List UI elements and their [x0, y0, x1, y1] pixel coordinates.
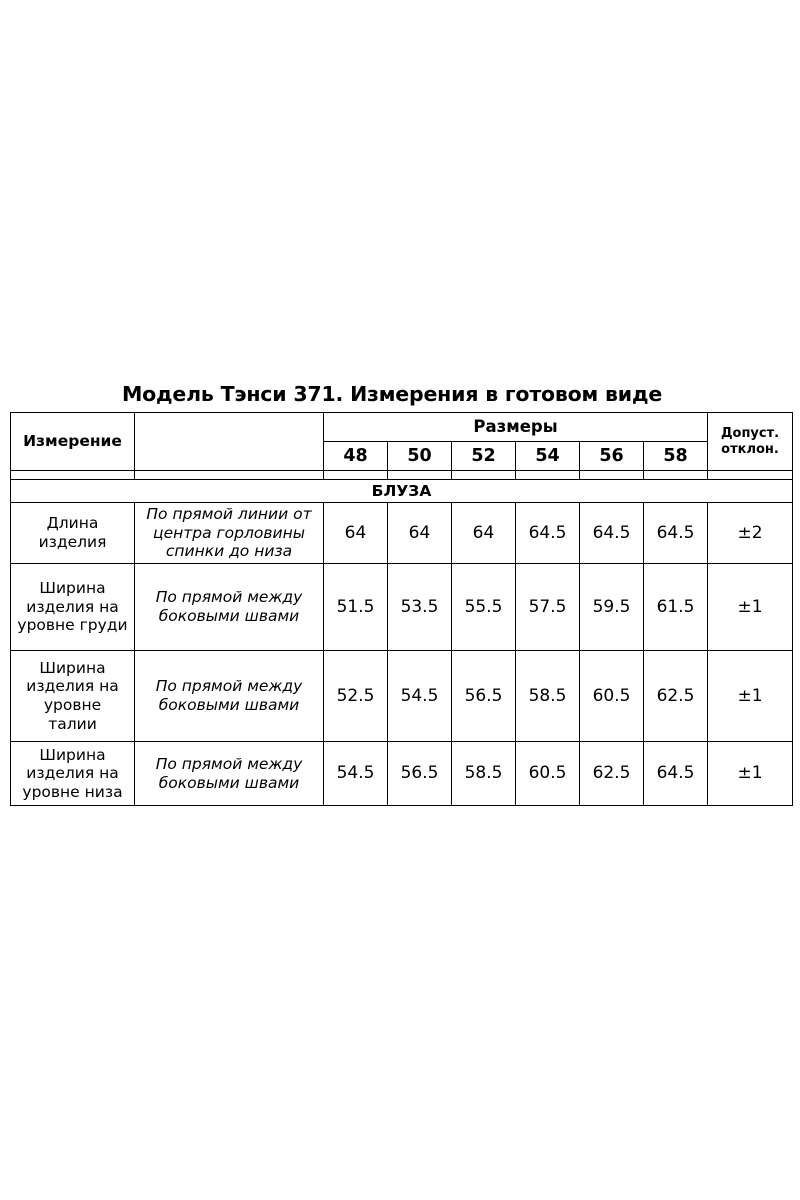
tolerance-cell: ±1 — [708, 651, 793, 742]
value-cell: 62.5 — [644, 651, 708, 742]
measurement-name — [11, 503, 135, 564]
spacer-cell — [580, 471, 644, 480]
value-cell: 56.5 — [388, 742, 452, 806]
section-title: БЛУЗА — [11, 480, 793, 503]
value-cell: 55.5 — [452, 564, 516, 651]
value-cell: 64.5 — [516, 503, 580, 564]
spacer-cell — [11, 471, 135, 480]
measurement-description — [135, 742, 324, 806]
header-tolerance-line: Допуст. — [720, 425, 780, 441]
table-row — [11, 503, 793, 564]
size-header-cell: 48 — [324, 442, 388, 471]
header-tolerance-line: отклон. — [721, 441, 779, 457]
description-line: По прямой между — [155, 677, 303, 696]
name-line: изделия на — [26, 597, 119, 616]
document-title: Модель Тэнси 371. Измерения в готовом виде — [121, 382, 663, 406]
description-line: По прямой между — [155, 754, 303, 773]
description-line: По прямой между — [155, 588, 303, 607]
spacer-cell — [708, 471, 793, 480]
table-row — [11, 651, 793, 742]
value-cell: 51.5 — [324, 564, 388, 651]
value-cell: 58.5 — [452, 742, 516, 806]
spacer-cell — [388, 471, 452, 480]
measurements-table — [10, 412, 793, 806]
value-cell: 64 — [324, 503, 388, 564]
table-row — [11, 742, 793, 806]
name-line: талии — [48, 714, 97, 733]
header-description-blank — [135, 413, 324, 471]
value-cell: 64.5 — [644, 742, 708, 806]
value-cell: 64 — [388, 503, 452, 564]
size-header-cell: 58 — [644, 442, 708, 471]
name-line: уровне низа — [22, 782, 123, 801]
measurement-name — [11, 742, 135, 806]
value-cell: 59.5 — [580, 564, 644, 651]
description-line: центра горловины — [153, 523, 305, 542]
value-cell: 64 — [452, 503, 516, 564]
value-cell: 64.5 — [644, 503, 708, 564]
name-line: Ширина — [39, 658, 106, 677]
name-line: Ширина — [39, 745, 106, 764]
value-cell: 60.5 — [580, 651, 644, 742]
value-cell: 64.5 — [580, 503, 644, 564]
value-cell: 56.5 — [452, 651, 516, 742]
description-line: По прямой линии от — [146, 505, 312, 524]
name-line: изделия на — [26, 677, 119, 696]
value-cell: 62.5 — [580, 742, 644, 806]
measurement-description — [135, 564, 324, 651]
description-line: боковыми швами — [158, 696, 300, 714]
header-measurement: Измерение — [11, 413, 135, 471]
tolerance-cell: ±1 — [708, 742, 793, 806]
measurement-name — [11, 564, 135, 651]
value-cell: 54.5 — [388, 651, 452, 742]
measurement-description — [135, 651, 324, 742]
spacer-cell — [516, 471, 580, 480]
spacer-cell — [452, 471, 516, 480]
description-line: спинки до низа — [165, 542, 293, 561]
size-header-cell: 52 — [452, 442, 516, 471]
description-line: боковыми швами — [158, 773, 300, 792]
header-tolerance — [708, 413, 793, 471]
name-line: уровне груди — [17, 616, 128, 635]
tolerance-cell: ±1 — [708, 564, 793, 651]
name-line: изделия — [38, 533, 107, 551]
tolerance-cell: ±2 — [708, 503, 793, 564]
spacer-cell — [324, 471, 388, 480]
description-line: боковыми швами — [158, 607, 300, 625]
value-cell: 52.5 — [324, 651, 388, 742]
value-cell: 53.5 — [388, 564, 452, 651]
name-line: Ширина — [39, 579, 106, 598]
table-row — [11, 564, 793, 651]
value-cell: 58.5 — [516, 651, 580, 742]
measurement-name — [11, 651, 135, 742]
name-line: Длина — [46, 514, 99, 533]
value-cell: 57.5 — [516, 564, 580, 651]
spacer-cell — [135, 471, 324, 480]
value-cell: 54.5 — [324, 742, 388, 806]
header-sizes: Размеры — [324, 413, 708, 442]
size-header-cell: 56 — [580, 442, 644, 471]
value-cell: 60.5 — [516, 742, 580, 806]
spacer-cell — [644, 471, 708, 480]
name-line: изделия на — [26, 764, 119, 783]
size-header-cell: 50 — [388, 442, 452, 471]
name-line: уровне — [43, 696, 102, 714]
measurement-description — [135, 503, 324, 564]
header-spacer-row — [11, 471, 793, 480]
value-cell: 61.5 — [644, 564, 708, 651]
size-header-cell: 54 — [516, 442, 580, 471]
